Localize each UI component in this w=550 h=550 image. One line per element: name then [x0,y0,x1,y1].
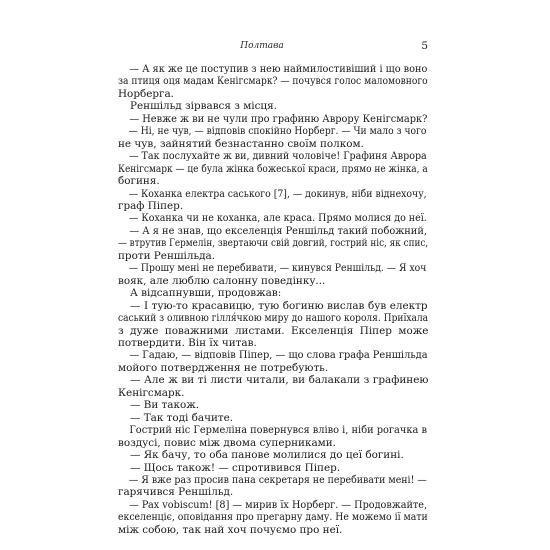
paragraph [118,474,428,499]
text-line: з дуже поважними листами. Екселенція Піпер може [118,324,429,337]
text-line: — Щось також! — спротивився Піпер. [130,461,341,474]
text-line: — втрутив Гермелін, звертаючи свій довгий, гострий ніс, як спис, [118,237,429,250]
body-text [118,63,428,536]
paragraph [118,100,428,112]
text-line: — Ви також. [130,399,200,412]
paragraph [118,125,428,150]
text-line: Реншільд зірвався з місця. [130,100,277,113]
text-line: мойого потвердження не потребують. [118,361,329,374]
paragraph [118,412,428,424]
text-line: проти Реншільда. [118,249,216,262]
page-header [96,41,428,57]
paragraph [118,113,428,125]
text-line: граф Піпер. [118,199,184,212]
text-line: не чув, зайнятий безнастанно своїм полком. [118,137,364,150]
paragraph [118,212,428,224]
text-line: потвердити. Він їх читав. [118,336,257,349]
text-line: — Так послухайте ж ви, дивний чоловіче! Графиня Аврора [129,150,427,163]
running-title: Полтава [240,41,284,51]
text-line: — Коханка чи не коханка, але краса. Прямо молися до неї. [128,212,427,225]
paragraph [118,150,428,187]
text-line: — Pax vobiscum! [8] — мирив їх Норберг. — Продовжайте, [129,498,428,511]
paragraph [118,287,428,299]
paragraph [118,499,428,536]
text-line: — А я не знав, що екселенція Реншільд такий побожний, [129,224,427,237]
page-number: 5 [421,40,428,52]
text-line: — Гадаю, — відповів Піпер, — що слова графа Реншільда [129,349,428,362]
text-line: між собою, так най хоч почуємо про неї. [118,523,343,536]
text-line: — Так тоді бачите. [130,411,234,424]
text-line: — Але ж ви ті листи читали, ви балакали з графинею [130,374,429,387]
text-line: — І тую-то красавицю, тую богиню вислав був електр [130,299,428,312]
text-line: — Як бачу, то оба панове молилися до цеї богині. [130,449,404,462]
text-line: — Ні, не чув, — відповів спокійно Норберг. — Чи мало з чого [128,125,427,138]
paragraph [118,63,428,100]
text-line: — Прошу мені не перебивати, — кинувся Реншільд. — Я хоч [128,262,427,275]
paragraph [118,188,428,213]
paragraph [118,300,428,350]
paragraph [118,374,428,399]
text-line: Кенігсмарк — це була жінка божеської краси, прямо не жінка, а [118,162,428,175]
text-line: Норберга. [118,87,174,100]
text-line: — Я вже раз просив пана секретаря не перебивати мені! — [128,473,427,486]
text-line: богиня. [118,175,160,188]
paragraph [118,424,428,449]
text-line: А відсапнувши, продовжав: [130,287,282,300]
paragraph [118,225,428,262]
text-line: Гострий ніс Гермеліна повернувся вліво і, ніби рогачка в [129,424,427,437]
text-line: воздусі, повис між двома суперниками. [118,436,336,449]
text-line: гарячився Реншільд. [118,486,234,499]
text-line: — А як же це поступив з нею наймилостивіший і що воно [129,63,428,75]
text-line: вояк, але люблю салонну поведінку... [118,274,326,287]
paragraph [118,262,428,287]
text-line: — Коханка електра саського [7], — докинув, ніби віднехочу, [128,187,427,200]
paragraph [118,399,428,411]
text-line: саський з оливною гілля́чкою миру до нашого короля. Приїхала [118,312,429,325]
text-line: за птиця оця мадам Кенігсмарк? — почувся голос маломовного [118,75,428,88]
text-line: — Невже ж ви не чули про графиню Аврору Кенігсмарк? [129,112,428,125]
text-line: Кенігсмарк. [118,386,185,399]
paragraph [118,349,428,374]
paragraph [118,449,428,461]
paragraph [118,462,428,474]
text-line: екселенціє, оповідання про прегарну даму. Не можемо ії мати [118,511,428,524]
